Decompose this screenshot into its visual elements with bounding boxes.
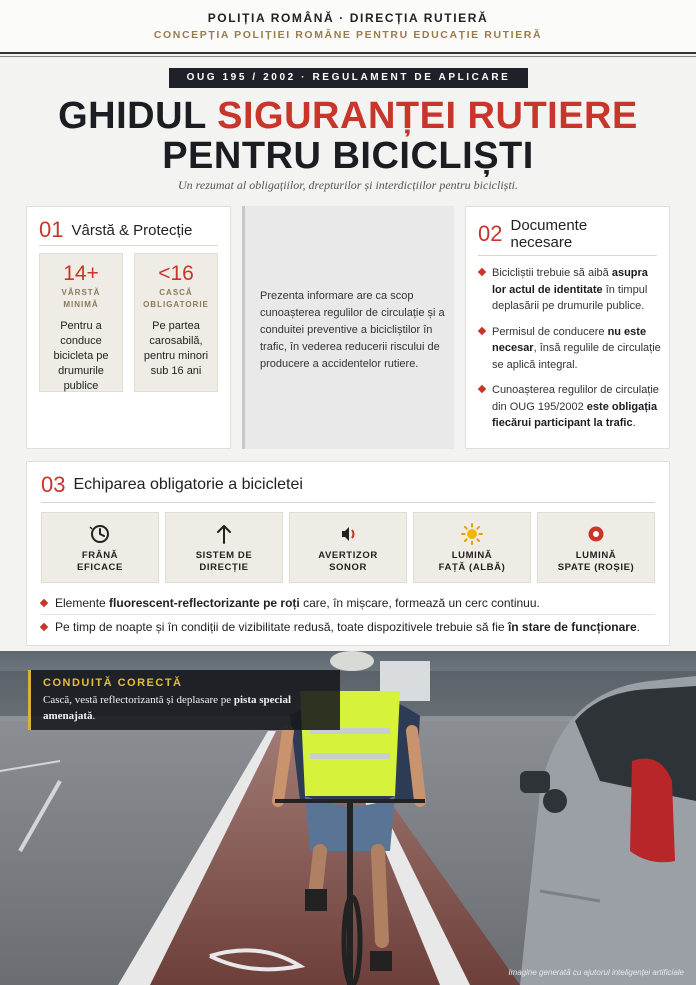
section3-title: Echiparea obligatorie a bicicletei [73, 476, 303, 493]
stat-min-age [39, 253, 123, 392]
header-rule-thin [0, 56, 696, 57]
header-rule [0, 52, 696, 54]
bullet-divider [41, 614, 655, 615]
page-subtitle: Un rezumat al obligațiilor, drepturilor și interdicțiilor pentru bicicliști. [177, 178, 518, 192]
list-item: Permisul de conducere nu este necesar, însă regulile de circulație se aplică integral. [478, 324, 664, 374]
section1-header [39, 217, 192, 243]
equip-label: DIRECȚIE [199, 562, 249, 573]
section1-divider [39, 245, 218, 246]
stat-value: <16 [158, 262, 194, 285]
age-protection-card [26, 206, 231, 449]
page-title [0, 96, 696, 136]
documents-list [478, 265, 664, 441]
equip-label: LUMINĂ [451, 550, 493, 561]
callout-text: Cască, vestă reflectorizantă și deplasare pe pista special amenajată. [43, 694, 292, 722]
title-part1: GHIDUL [58, 95, 218, 137]
equip-label: FRÂNĂ [81, 550, 119, 561]
stat-value: 14+ [63, 262, 99, 285]
image-credit: Imagine generată cu ajutorul inteligenței artificiale [508, 968, 684, 977]
section3-number: 03 [41, 472, 66, 497]
equip-label: SONOR [329, 562, 367, 573]
equip-label: SISTEM DE [195, 550, 253, 561]
section2-number: 02 [478, 221, 503, 246]
speaker-icon [290, 523, 406, 545]
stat-label: OBLIGATORIE [143, 300, 209, 309]
equip-rear-light [537, 512, 655, 583]
equip-steering [165, 512, 283, 583]
stat-desc: Pentru a conduce bicicleta pe drumurile publice [53, 320, 109, 392]
list-item: Bicicliștii trebuie să aibă asupra lor actul de identitate în timpul deplasării pe drumurile publice. [478, 265, 664, 315]
section2-divider [478, 255, 657, 256]
sun-icon [414, 523, 530, 545]
org-name: POLIȚIA ROMÂNĂ · DIRECȚIA RUTIERĂ [207, 11, 489, 25]
stat-label: CASCĂ [159, 288, 193, 297]
concept-line: CONCEPȚIA POLIȚIEI ROMÂNE PENTRU EDUCAȚIE RUTIERĂ [153, 29, 543, 41]
list-item: Cunoașterea regulilor de circulație din OUG 195/2002 este obligația fiecărui participant la trafic. [478, 382, 664, 432]
equipment-bullet: Elemente fluorescent-reflectorizante pe roți care, în mișcare, formează un cerc continuu. [39, 596, 540, 610]
equip-front-light [413, 512, 531, 583]
equip-label: FAȚĂ (ALBĂ) [438, 562, 506, 573]
page-header [0, 0, 696, 54]
red-light-icon [538, 523, 654, 545]
section1-number: 01 [39, 217, 64, 242]
section3-header [41, 472, 303, 498]
stat-label: MINIMĂ [63, 300, 99, 309]
section3-divider [41, 502, 655, 503]
section2-title-l1: Documente [510, 217, 588, 234]
equipment-card [26, 461, 670, 646]
equipment-bullet: Pe timp de noapte și în condiții de vizibilitate redusă, toate dispozitivele trebuie să fie în stare de funcționare. [39, 620, 640, 634]
equip-horn [289, 512, 407, 583]
section2-title-l2: necesare [510, 234, 573, 251]
info-panel [242, 206, 454, 449]
equip-brake [41, 512, 159, 583]
correct-conduct-callout [28, 670, 340, 730]
title-part2: SIGURANȚEI RUTIERE [217, 95, 638, 137]
equip-label: SPATE (ROȘIE) [557, 562, 635, 573]
equip-label: EFICACE [77, 562, 123, 573]
equip-label: LUMINĂ [575, 550, 617, 561]
brake-icon [42, 523, 158, 545]
arrow-up-icon [166, 523, 282, 545]
page-title-line2: PENTRU BICICLIȘTI [162, 135, 534, 177]
stat-helmet [134, 253, 218, 392]
equip-label: AVERTIZOR [318, 550, 378, 561]
section2-title [510, 217, 587, 251]
section1-title: Vârstă & Protecție [71, 221, 193, 239]
stat-label: VÂRSTĂ [61, 288, 101, 297]
info-text: Prezenta informare are ca scop cunoașterea regulilor de circulație și a conduitei preventive a bicicliștilor în trafic, în vederea reducerii riscului de producere a accidentelor rutiere. [260, 290, 445, 370]
section2-header [478, 217, 587, 251]
callout-title: CONDUITĂ CORECTĂ [43, 677, 183, 689]
stat-desc: Pe partea carosabilă, pentru minori sub 16 ani [143, 320, 209, 377]
regulation-pill: OUG 195 / 2002 · REGULAMENT DE APLICARE [169, 68, 528, 88]
documents-card [465, 206, 670, 449]
